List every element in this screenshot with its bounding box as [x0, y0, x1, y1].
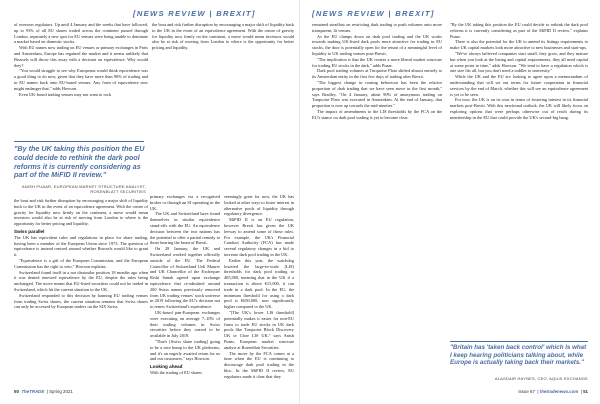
paragraph: MiFID II is an EU regulation, however Brexit has given the UK leeway to amend some of those rules. For example, the UK's Financial Conduct Authority (FCA) has made several regulatory changes in a bid to increase dark pool trading in the UK.	[224, 217, 294, 257]
paragraph: "By the UK taking this position the EU could decide to rethink the dark pool reforms it is currently considering as part of the MiFID II review," explains Puaar.	[450, 22, 588, 39]
paragraph: "Equivalence is a gift of the European Commission, and the European Commission has the right to veto," Howson explains.	[14, 257, 148, 269]
footer-site: thetradenews.com	[539, 389, 579, 394]
paragraph: The impact of amendments to the LIS thresholds by the FCA on the EU's stance on dark pool trading is yet to become clear.	[312, 108, 442, 120]
left-col1-bottom	[14, 198, 148, 388]
footer-page-number-right: 51	[583, 389, 588, 394]
paragraph: Earlier this year, the watchdog lowered the large-in-scale (LIS) thresholds for dark pool trading to 405,000, meaning that in the UK if a transaction is above €15,000, it can trade in a dark pool. In the EU, the minimum threshold for using a dark pool is €650,000, now significantly higher compared to the UK.	[224, 257, 294, 310]
pull-quote-left: "By the UK taking this position the EU could decide to rethink the dark pool reforms it is currently considering as part of the MiFID II review."	[14, 144, 145, 180]
section-header-right: [NEWS REVIEW | BREXIT]	[312, 9, 435, 18]
paragraph: seemingly gone for now, the UK has looked at other ways to foster interest in alternative pools of liquidity through regulatory divergence.	[224, 194, 294, 217]
paragraph: the bout and risk further disruption by encouraging a major shift of liquidity back to the UK in the event of an equivalence agreement. With the centre of gravity for liquidity now firmly on the continent, a move would mean investors would also be at risk of moving from London to where is the opportunity for better pricing and liquidity.	[14, 198, 148, 227]
paragraph: the boat and risk further disruption by encouraging a major shift of liquidity back to the UK in the event of an equivalence agreement. With the centre of gravity for liquidity now firmly on the continent, a move would mean investors would also be at risk of moving from London to where is the opportunity for better pricing and liquidity.	[152, 22, 294, 51]
paragraph: remained steadfast on restricting dark trading to push volumes onto more transparent, lit venues.	[312, 22, 442, 33]
paragraph: "The implication is that the UK creates a more liberal market structure for trading EU stocks in the dark," adds Puaar.	[312, 56, 442, 68]
right-col2	[450, 22, 588, 338]
paragraph: The UK has equivalent rules and regulations in place for share trading, having been a member of the European Union since 1973. The question of equivalence is instead centred around whether Brussels would like to grant it.	[14, 234, 148, 258]
paragraph: "That's [Swiss share trading] going to be a nice bump to the UK platforms, and it's an eagerly awaited return for us and our customers," says Howson.	[150, 338, 220, 362]
paragraph: With EU names now trading on EU venues or primary exchanges in Paris and Amsterdam, Europe has regained the market and it seems unlikely that Brussels will throw this away with a decision on equivalence. Why would they?	[14, 45, 148, 68]
pull-quote-attribution-left: ANISH PUAAR, EUROPEAN MARKET STRUCTURE ANALYST, ROSENBLATT SECURITIES	[21, 184, 146, 194]
pull-quote-right: "Britain has 'taken back control' which is what I keep hearing politicians talking about, while Europe is actually taking back their markets."	[450, 344, 587, 367]
paragraph: "The biggest change in routing behaviour has been the relative proportion of dark trading that we have seen move in the first month," says Bradley. "On 4 January, about 90% of anonymous trading on Turquoise Plato was executed in Amsterdam. At the end of January, that proportion is now up towards the mid-nineties."	[312, 79, 442, 109]
footer-brand: TheTRADE	[21, 389, 45, 394]
paragraph: "[The UK's lower LIS threshold] potentially makes it easier for non-EU firms to trade EU stocks in UK dark pools like Turquoise Block Discovery UK or Cboe LIS UK," says Anish Puaar, European market structure analyst at Rosenblatt Securities.	[224, 309, 294, 350]
left-col2	[150, 194, 220, 388]
section-header-left: [NEWS REVIEW | BREXIT]	[133, 9, 256, 18]
footer-issue: Spring 2021	[49, 389, 73, 394]
left-top-right-block	[152, 22, 294, 138]
pull-quote-rule-top	[14, 141, 144, 142]
footer-issue-right: Issue 67	[518, 389, 535, 394]
paragraph: Switzerland responded to this decision by banning EU trading venues from trading Swiss shares, the current situation remains that Swiss shares can only be accessed by European traders on the SIX Swiss	[14, 292, 148, 310]
pull-quote-attribution-right: ALASDAIR HAYNES, CEO, AQUIS EXCHANGE	[494, 376, 588, 381]
paragraph: While the UK and the EU are looking to agree upon a memorandum of understanding that will set out terms for future cooperation in financial services by the end of March, whether this will see an equivalence agreement is yet to be seen.	[450, 74, 588, 97]
paragraph: Switzerland found itself in a not dissimilar position 18 months ago when it was denied renewed equivalence by the EU, despite the rules being unchanged. The move meant that EU-listed securities could not be traded in Switzerland, which hit the current situation in the UK.	[14, 269, 148, 292]
paragraph: "We've always believed companies start small, they grow, and they mature but when you look at the listing and capital requirements, they all need capital at some point in time," adds Howson. "We tend to have a regulation which is one size fits all, but you don't need a toddler to university."	[450, 50, 588, 74]
subheading-looking-ahead: Looking ahead	[150, 364, 183, 370]
paragraph: Dark pool trading volumes at Turquoise Plato shifted almost entirely to its Amsterdam entity in the first few days of trading after Brexit.	[312, 68, 442, 80]
left-col3	[224, 194, 294, 388]
right-page	[300, 0, 600, 404]
paragraph: primary exchanges via a recognised broker or through an SI operating in the UK.	[150, 194, 220, 211]
paragraph: The move by the FCA comes at a time when the EU is continuing to discourage dark pool trading in the bloc. In the MiFID II review, EU regulators made it clear that they	[224, 350, 294, 379]
paragraph: UK-based pan-European exchanges were executing an average 7–10% of their trading volumes in Swiss securities before they ceased to be available in July 2019.	[150, 309, 220, 339]
right-col1	[312, 22, 442, 362]
footer-right: Issue 67 | thetradenews.com | 51	[518, 389, 588, 394]
paragraph: "You would struggle to see why Europeans would think equivalence was a good thing to do now, given that they have more than 90% of trading and in EU names back onto EU-based venues. Any form of equivalence now might endanger that," adds Howson.	[14, 68, 148, 91]
paragraph: Even UK-based trading venues may not want to rock	[19, 91, 112, 97]
pull-quote-rule-right	[450, 341, 588, 342]
subheading-swiss-parallel: Swiss parallel	[14, 228, 45, 234]
left-col1-top	[14, 22, 148, 122]
paragraph: There is also the potential for the UK to amend its listings requirements to make UK capital markets look more attractive to new businesses and start-ups.	[450, 39, 588, 51]
paragraph: On 28 January, the UK and Switzerland worked together officially outside of the EU. The Federal Councillor of Switzerland Ueli Maurer and UK Chancellor of the Exchequer Rishi Sunak agreed upon exchange equivalence that re-admitted around 200 Swiss names previously removed from UK trading venues' stock universe in 2019 following the EU's decision not to renew Switzerland's equivalence.	[150, 246, 220, 310]
paragraph: For now, the UK is on its own in terms of fostering interest in its financial markets post-Brexit. With this newfound outlook, the UK will likely focus on exploring options that were perhaps otherwise out of reach during its membership in the EU that could provide the UK's second-big bang.	[450, 97, 588, 120]
paragraph: As the EU clamps down on dark pool trading and the UK works towards making UK-listed dark pools more attractive for trading in EU stocks, the door is potentially open for the return of a meaningful level of liquidity to UK trading venues post-Brexit.	[312, 33, 442, 56]
footer-left: 50 TheTRADE | Spring 2021	[14, 389, 73, 394]
paragraph: of overseas regulators. Up until 4 January and the weeks that have followed, up to 93% of all EU shares traded across the continent passed through London, separately a new spot for EU venues were being unable to dominate a market based on domestic stocks.	[14, 22, 148, 45]
footer-page-number: 50	[14, 389, 19, 394]
paragraph: With the trading of EU shares	[150, 369, 202, 375]
paragraph: The UK and Switzerland have found themselves in similar equivalence stand-offs with the EU. An equivalence decision between the two nations has the potential to offer a partial remedy to those bearing the brunt of Brexit.	[150, 211, 220, 246]
